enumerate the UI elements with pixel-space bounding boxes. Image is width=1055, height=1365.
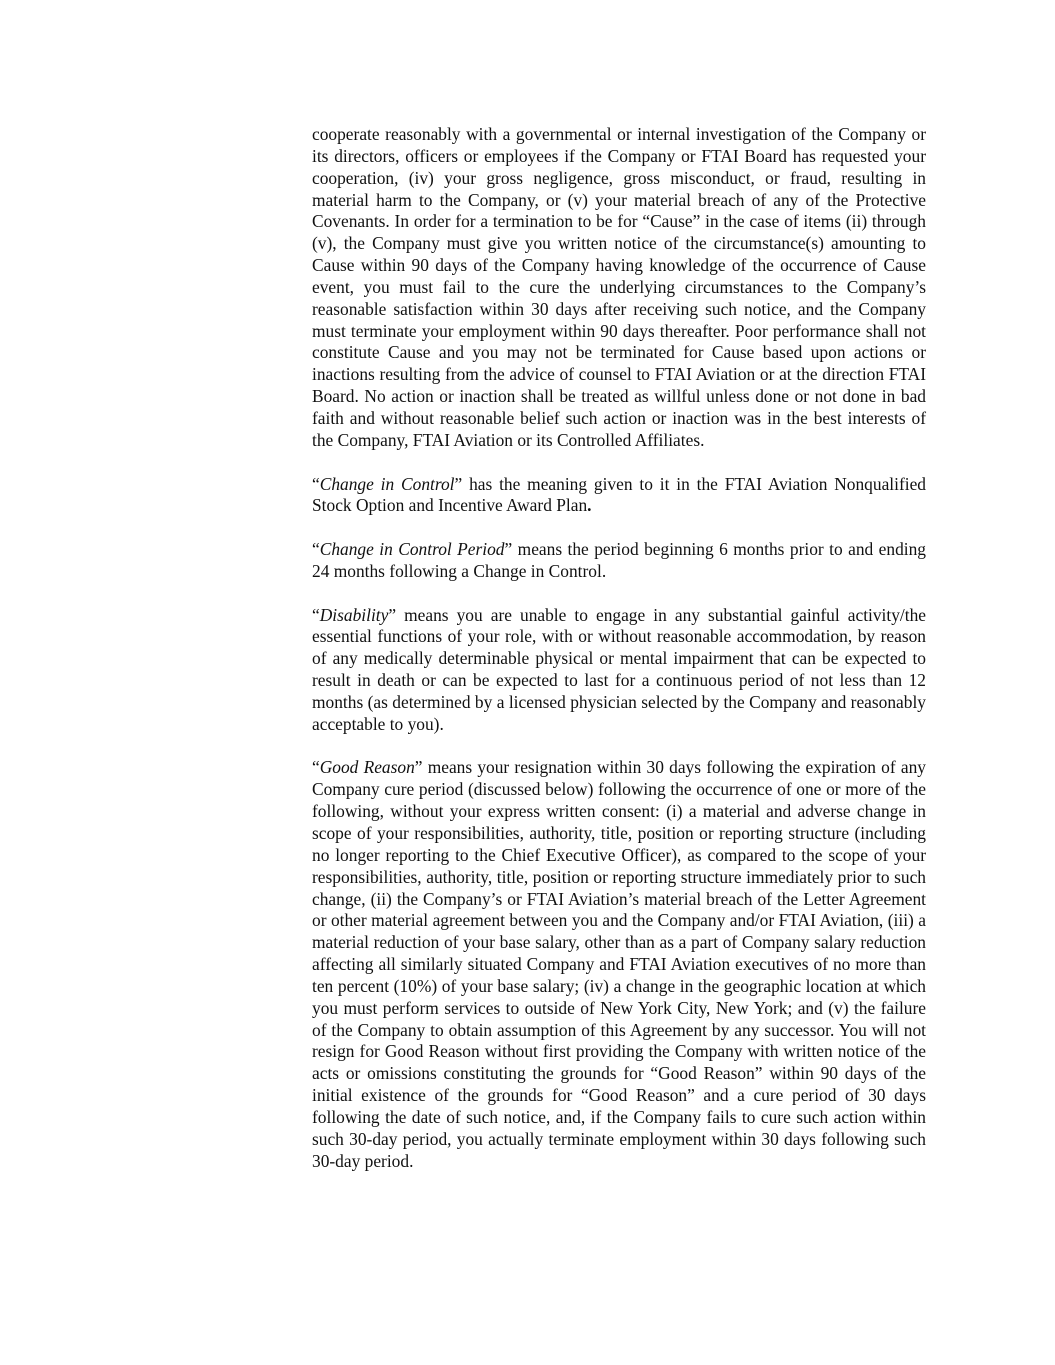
defined-term-disability: Disability: [319, 604, 389, 625]
definition-text: ” means the period beginning 6 months prior to and ending 24 months following a Change in Control.: [312, 539, 926, 581]
paragraph-change-in-control-period: [312, 539, 926, 583]
paragraph-cause-continuation: cooperate reasonably with a governmental or internal investigation of the Company or its directors, officers or employees if the Company or FTAI Board has requested your cooperation, (iv) your gross negligence, gross misconduct, or fraud, resulting in material harm to the Company, or (v) your material breach of any of the Protective Covenants. In order for a termination to be for “Cause” in the case of items (ii) through (v), the Company must give you written notice of the circumstance(s) amounting to Cause within 90 days of the Company having knowledge of the occurrence of Cause event, you must fail to the cure the underlying circumstances to the Company’s reasonable satisfaction within 30 days after receiving such notice, and the Company must terminate your employment within 90 days thereafter. Poor performance shall not constitute Cause and you may not be terminated for Cause based upon actions or inactions resulting from the advice of counsel to FTAI Aviation or at the direction FTAI Board. No action or inaction shall be treated as willful unless done or not done in bad faith and without reasonable belief such action or inaction was in the best interests of the Company, FTAI Aviation or its Controlled Affiliates.: [312, 124, 926, 450]
paragraph-good-reason: [312, 757, 926, 1172]
open-quote: “: [312, 757, 320, 778]
open-quote: “: [312, 473, 320, 494]
document-body: [312, 124, 926, 1194]
definition-text: ” has the meaning given to it in the FTAI Aviation Nonqualified Stock Option and Incentive Award Plan: [312, 473, 926, 516]
paragraph-disability: [312, 605, 926, 736]
defined-term-change-in-control-period: Change in Control Period: [319, 539, 505, 560]
open-quote: “: [312, 604, 320, 625]
definition-text: ” means your resignation within 30 days following the expiration of any Company cure period (discussed below) following the occurrence of one or more of the following, without your express written consent: (i) a material and adverse change in scope of your responsibilities, authority, title, position or reporting structure (including no longer reporting to the Chief Executive Officer), as compared to the scope of your responsibilities, authority, title, position or reporting structure immediately prior to such change, (ii) the Company’s or FTAI Aviation’s material breach of the Letter Agreement or other material agreement between you and the Company and/or FTAI Aviation, (iii) a material reduction of your base salary, other than as a part of Company salary reduction affecting all similarly situated Company and FTAI Aviation executives of no more than ten percent (10%) of your base salary; (iv) a change in the geographic location at which you must perform services to outside of New York City, New York; and (v) the failure of the Company to obtain assumption of this Agreement by any successor. You will not resign for Good Reason without first providing the Company with written notice of the acts or omissions constituting the grounds for “Good Reason” within 90 days of the initial existence of the grounds for “Good Reason” and a cure period of 30 days following the date of such notice, and, if the Company fails to cure such action within such 30-day period, you actually terminate employment within 30 days following such 30-day period.: [312, 757, 926, 1171]
open-quote: “: [312, 539, 320, 560]
defined-term-good-reason: Good Reason: [319, 757, 415, 778]
definition-end: .: [587, 495, 592, 516]
defined-term-change-in-control: Change in Control: [319, 473, 455, 494]
paragraph-change-in-control: [312, 474, 926, 518]
definition-text: ” means you are unable to engage in any substantial gainful activity/the essential functions of your role, with or without reasonable accommodation, by reason of any medically determinable physical or mental impairment that can be expected to result in death or can be expected to last for a continuous period of not less than 12 months (as determined by a licensed physician selected by the Company and reasonably acceptable to you).: [312, 604, 926, 734]
